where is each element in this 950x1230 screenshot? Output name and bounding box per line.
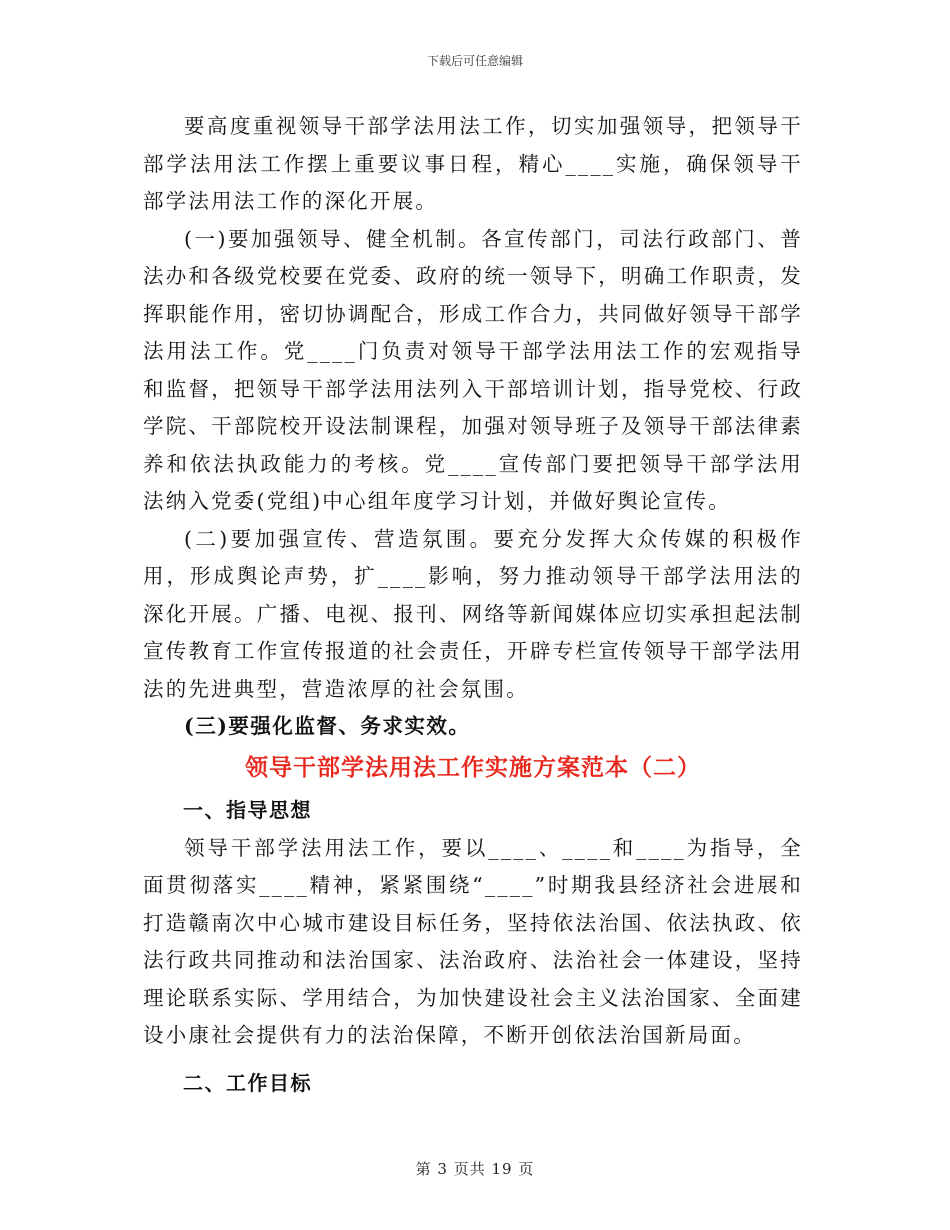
heading-work-goals: 二、工作目标: [183, 1070, 312, 1095]
paragraph-leadership: (一)要加强领导、健全机制。各宣传部门，司法行政部门、普法办和各级党校要在党委、政府的统一领导下，明确工作职责，发挥职能作用，密切协调配合，形成工作合力，共同做好领导干部学法用法工作。党____门负责对领导干部学法用法工作的宏观指导和监督，把领导干部学法用法列入干部培训计划，指导党校、行政学院、干部院校开设法制课程，加强对领导班子及领导干部法律素养和依法执政能力的考核。党____宣传部门要把领导干部学法用法纳入党委(党组)中心组年度学习计划，并做好舆论宣传。: [143, 226, 803, 513]
section-title: 领导干部学法用法工作实施方案范本（二）: [245, 754, 701, 781]
page-footer: 第 3 页共 19 页: [415, 1160, 535, 1178]
paragraph-guiding-ideology: 领导干部学法用法工作，要以____、____和____为指导，全面贯彻落实____精神，紧紧围绕“____”时期我县经济社会进展和打造赣南次中心城市建设目标任务，坚持依法治国、依法执政、依法行政共同推动和法治国家、法治政府、法治社会一体建设，坚持理论联系实际、学用结合，为加快建设社会主义法治国家、全面建设小康社会提供有力的法治保障，不断开创依法治国新局面。: [143, 835, 803, 1047]
page-header: 下载后可任意编辑: [426, 54, 523, 68]
paragraph-publicity: (二)要加强宣传、营造氛围。要充分发挥大众传媒的积极作用，形成舆论声势，扩____影响，努力推动领导干部学法用法的深化开展。广播、电视、报刊、网络等新闻媒体应切实承担起法制宣传教育工作宣传报道的社会责任，开辟专栏宣传领导干部学法用法的先进典型，营造浓厚的社会氛围。: [143, 526, 803, 701]
document-body: [143, 108, 803, 1103]
paragraph-supervision: (三)要强化监督、务求实效。: [184, 714, 471, 738]
paragraph-intro: 要高度重视领导干部学法用法工作，切实加强领导，把领导干部学法用法工作摆上重要议事日程，精心____实施，确保领导干部学法用法工作的深化开展。: [143, 114, 803, 213]
heading-guiding-ideology: 一、指导思想: [183, 797, 312, 822]
